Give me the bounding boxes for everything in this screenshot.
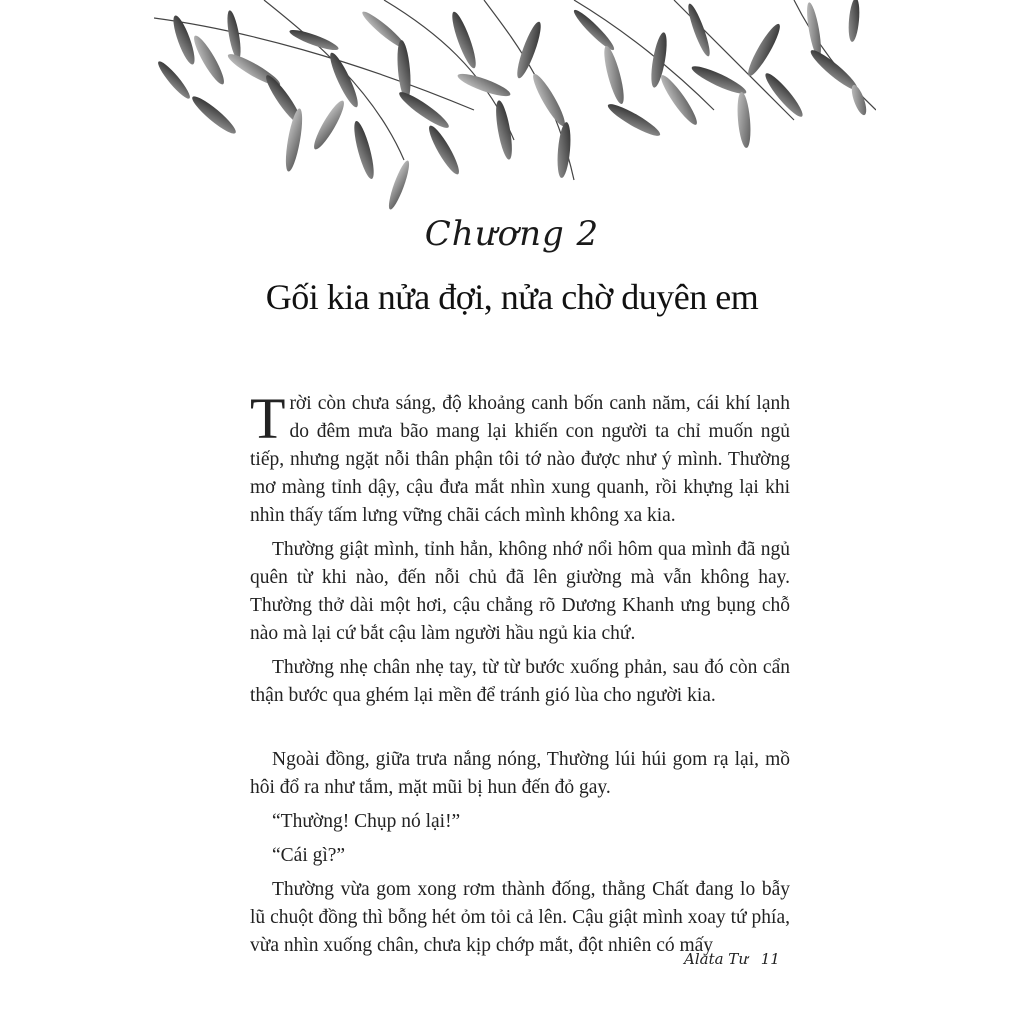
author-signature: Alata Tư xyxy=(684,950,748,968)
chapter-title: Gối kia nửa đợi, nửa chờ duyên em xyxy=(265,277,759,317)
drop-cap: T xyxy=(250,386,286,451)
paragraph: Thường giật mình, tỉnh hẳn, không nhớ nổi hôm qua mình đã ngủ quên từ khi nào, đến nỗi chủ đã lên giường mà vẫn không hay. Thường thở dài một hơi, cậu chẳng rõ Dương Khanh ưng bụng chỗ nào mà lại cứ bắt cậu làm người hầu ngủ kia chứ. xyxy=(250,539,790,644)
paragraph: Thường vừa gom xong rơm thành đống, thằng Chất đang lo bẫy lũ chuột đồng thì bỗng hét ỏm tỏi cả lên. Cậu giật mình xoay tứ phía, vừa nhìn xuống chân, chưa kịp chớp mắt, đột nhiên có mấy xyxy=(250,879,790,956)
page-number: 11 xyxy=(760,950,780,968)
paragraph: Thường nhẹ chân nhẹ tay, từ từ bước xuống phản, sau đó còn cẩn thận bước qua ghém lại mền để tránh gió lùa cho người kia. xyxy=(250,657,790,706)
chapter-label: Chương 2 xyxy=(424,214,600,254)
dialogue-line: “Thường! Chụp nó lại!” xyxy=(272,811,461,832)
body-text xyxy=(250,386,790,966)
paragraph: Ngoài đồng, giữa trưa nắng nóng, Thường lúi húi gom rạ lại, mồ hôi đổ ra như tắm, mặt mũi bị hun đến đỏ gay. xyxy=(250,749,790,798)
paragraph: Trời còn chưa sáng, độ khoảng canh bốn canh năm, cái khí lạnh do đêm mưa bão mang lại khiến con người ta chỉ muốn ngủ tiếp, nhưng ngặt nỗi thân phận tôi tớ nào được như ý mình. Thường mơ màng tỉnh dậy, cậu đưa mắt nhìn xung quanh, rồi khựng lại khi nhìn thấy tấm lưng vững chãi cách mình không xa kia. xyxy=(250,386,790,526)
section-break xyxy=(250,716,790,746)
page-footer xyxy=(684,950,794,968)
bamboo-leaves-illustration xyxy=(154,0,876,225)
dialogue-line: “Cái gì?” xyxy=(272,845,346,866)
